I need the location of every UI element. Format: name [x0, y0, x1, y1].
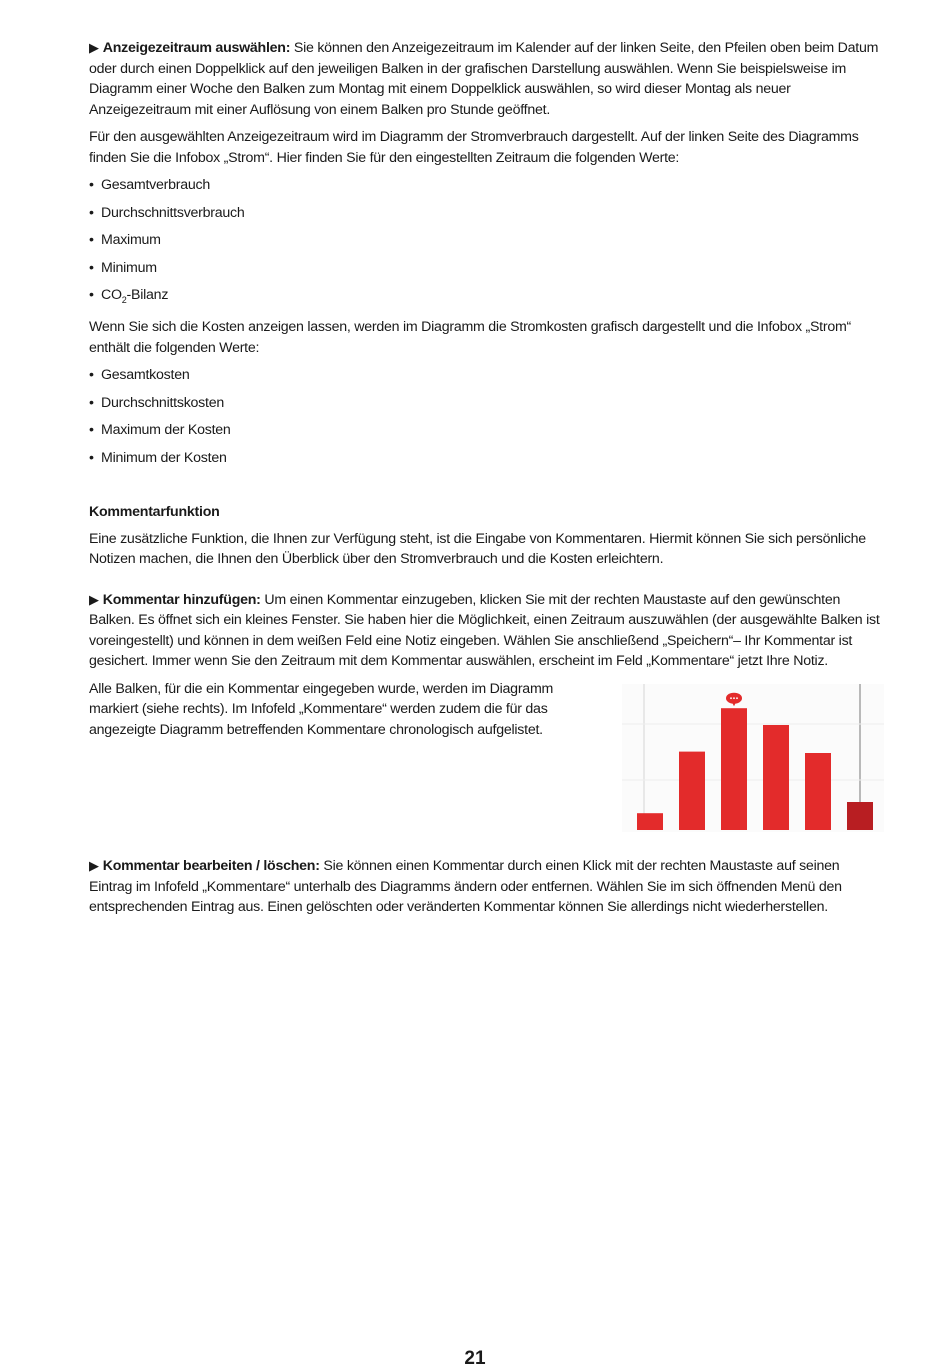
chart-bar[interactable] [637, 813, 663, 830]
triangle-right-icon: ▶ [89, 858, 99, 873]
chart-bar[interactable] [763, 725, 789, 830]
para-hinzufuegen [89, 590, 885, 672]
triangle-right-icon: ▶ [89, 40, 99, 55]
list-item: • Durchschnittsverbrauch [89, 203, 885, 224]
chart-bar[interactable] [721, 708, 747, 830]
para-anzeigezeitraum [89, 38, 885, 120]
text-bearbeiten: Sie können einen Kommentar durch einen Klick mit der rechten Maustaste auf seinen Eintrag im Infofeld „Kommentare“ unterhalb des Diagramms ändern oder entfernen. Wählen Sie im sich öffnenden Menü den entsprechenden Eintrag aus. Einen gelöschten oder veränderten Kommentar können Sie allerdings nicht wiederherstellen. [89, 858, 842, 915]
list-item: • Gesamtkosten [89, 365, 885, 386]
para-kommentar: Eine zusätzliche Funktion, die Ihnen zur Verfügung steht, ist die Eingabe von Kommentaren. Hiermit können Sie sich persönliche Notizen machen, die Ihnen den Überblick über den Stromverbrauch und die Kosten erleichtern. [89, 530, 866, 568]
list-item: • Minimum [89, 258, 885, 279]
co2-subscript: 2 [121, 294, 127, 305]
heading-kommentarfunktion: Kommentarfunktion [89, 504, 220, 521]
chart-bar[interactable] [679, 752, 705, 830]
lead-hinzufuegen: Kommentar hinzufügen: [102, 591, 261, 608]
lead-anzeigezeitraum: Anzeigezeitraum auswählen: [102, 40, 291, 56]
chart-svg [622, 684, 884, 832]
lead-bearbeiten: Kommentar bearbeiten / löschen: [102, 858, 320, 874]
para-kosten: Wenn Sie sich die Kosten anzeigen lassen, werden im Diagramm die Stromkosten grafisch dargestellt und die Infobox „Strom“ enthält die folgenden Werte: [89, 319, 852, 356]
co2-suffix: -Bilanz [126, 287, 169, 303]
comment-bar-chart [622, 684, 884, 832]
list-item: • Gesamtverbrauch [89, 175, 885, 196]
list-item: • Maximum der Kosten [89, 420, 885, 441]
chart-bar[interactable] [847, 802, 873, 830]
co2-prefix: CO [101, 287, 122, 303]
list-verbrauch [89, 175, 885, 310]
page-number: 21 [464, 1348, 486, 1369]
chart-background [622, 684, 884, 832]
text-anzeigezeitraum: Sie können den Anzeigezeitraum im Kalender auf der linken Seite, den Pfeilen oben beim Datum oder durch einen Doppelklick auf den jeweiligen Balken in der grafischen Darstellung auswählen. Wenn Sie beispielsweise im Diagramm einer Woche den Balken zum Montag mit einem Doppelklick auswählen, so wird dieser Montag als neuer Anzeigezeitraum mit einer Auflösung von einem Balken pro Stunde geöffnet. [89, 40, 879, 118]
chart-bar[interactable] [805, 753, 831, 830]
list-item: • Minimum der Kosten [89, 448, 885, 469]
list-item-co2 [89, 285, 885, 310]
list-item: • Maximum [89, 230, 885, 251]
triangle-right-icon: ▶ [89, 591, 99, 607]
document-content [89, 38, 885, 740]
list-kosten [89, 365, 885, 468]
text-hinzufuegen: Um einen Kommentar einzugeben, klicken Sie mit der rechten Maustaste auf den gewünschten Balken. Es öffnet sich ein kleines Fenster. Sie haben hier die Möglichkeit, einen Zeitraum auszuwählen (der ausgewählte Balken ist voreingestellt) und können in dem weißen Feld eine Notiz eingeben. Wählen Sie anschließend „Speichern“– Ihr Kommentar ist gesichert. Immer wenn Sie den Zeitraum mit dem Kommentar auswählen, erscheint im Feld „Kommentare“ jetzt Ihre Notiz. [89, 591, 880, 670]
list-item: • Durchschnittskosten [89, 393, 885, 414]
para-bearbeiten [89, 856, 885, 918]
para-markiert: Alle Balken, für die ein Kommentar eingegeben wurde, werden im Diagramm markiert (siehe rechts). Im Infofeld „Kommentare“ werden zudem die für das angezeigte Diagramm betreffenden Kommentare chronologisch aufgelistet. [89, 680, 554, 738]
para-strom: Für den ausgewählten Anzeigezeitraum wird im Diagramm der Stromverbrauch dargestellt. Auf der linken Seite des Diagramms finden Sie die Infobox „Strom“. Hier finden Sie für den eingestellten Zeitraum die folgenden Werte: [89, 129, 859, 166]
